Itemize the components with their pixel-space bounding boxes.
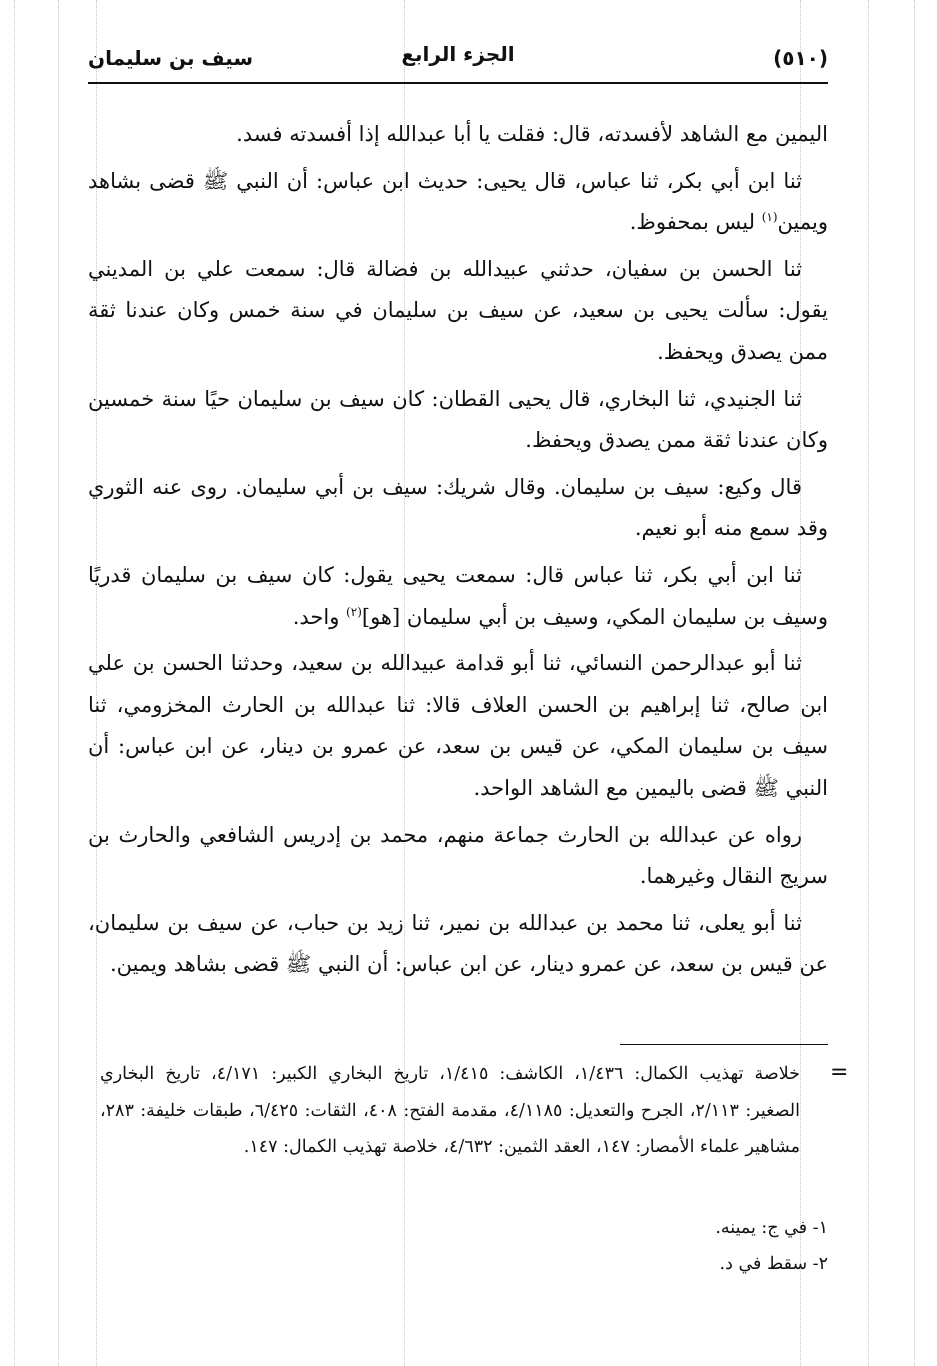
page-number: (٥١٠) bbox=[773, 46, 828, 70]
header-divider bbox=[88, 82, 828, 84]
scan-guide-line bbox=[14, 0, 15, 1366]
book-title: سيف بن سليمان bbox=[88, 46, 254, 70]
main-text bbox=[88, 114, 828, 991]
paragraph bbox=[88, 379, 828, 462]
scan-guide-line bbox=[914, 0, 915, 1366]
footnote-ref-1[interactable]: (١) bbox=[761, 210, 778, 225]
running-header bbox=[88, 38, 828, 80]
paragraph-text-tail: واحد. bbox=[292, 604, 347, 629]
paragraph-text: قال وكيع: سيف بن سليمان. وقال شريك: سيف بن أبي سليمان. روى عنه الثوري وقد سمع منه أبو نعيم. bbox=[88, 474, 828, 541]
continuation-mark: = bbox=[830, 1060, 849, 1085]
scan-guide-line bbox=[58, 0, 59, 1366]
paragraph bbox=[88, 555, 828, 638]
paragraph-text-tail: ليس بمحفوظ. bbox=[629, 210, 762, 235]
footnote-2: ٢- سقط في د. bbox=[719, 1254, 828, 1274]
paragraph bbox=[88, 467, 828, 550]
paragraph bbox=[88, 161, 828, 244]
paragraph-text: اليمين مع الشاهد لأفسدته، قال: فقلت يا أبا عبدالله إذا أفسدته فسد. bbox=[236, 122, 828, 146]
paragraph-text: ثنا الجنيدي، ثنا البخاري، قال يحيى القطان: كان سيف بن سليمان حيًا سنة خمسين وكان عندنا ثقة ممن يصدق ويحفظ. bbox=[88, 386, 828, 453]
paragraph-text: ثنا أبو يعلى، ثنا محمد بن عبدالله بن نمير، ثنا زيد بن حباب، عن سيف بن سليمان، عن قيس بن سعد، عن عمرو دينار، عن ابن عباس: أن النبي ﷺ قضى بشاهد ويمين. bbox=[88, 910, 828, 977]
paragraph-text: ثنا الحسن بن سفيان، حدثني عبيدالله بن فضالة قال: سمعت علي بن المديني يقول: سألت يحيى بن سعيد، عن سيف بن سليمان في سنة خمس وكان عندنا ثقة ممن يصدق ويحفظ. bbox=[88, 256, 828, 364]
paragraph-text: رواه عن عبدالله بن الحارث جماعة منهم، محمد بن إدريس الشافعي والحارث بن سريج النقال وغيرهما. bbox=[88, 822, 828, 889]
footnote-continuation: خلاصة تهذيب الكمال: ١/٤٣٦، الكاشف: ١/٤١٥، تاريخ البخاري الكبير: ٤/١٧١، تاريخ البخاري الصغير: ٢/١١٣، الجرح والتعديل: ٤/١١٨٥، مقدمة الفتح: ٤٠٨، الثقات: ٦/٤٢٥، طبقات خليفة: ٢٨٣، مشاهير علماء الأمصار: ١٤٧، العقد الثمين: ٤/٦٣٢، خلاصة تهذيب الكمال: ١٤٧. bbox=[100, 1064, 800, 1157]
paragraph bbox=[88, 249, 828, 374]
part-title: الجزء الرابع bbox=[401, 42, 515, 66]
footnote-divider bbox=[620, 1044, 828, 1045]
scan-guide-line bbox=[868, 0, 869, 1366]
paragraph bbox=[88, 643, 828, 809]
paragraph bbox=[88, 815, 828, 898]
footnote-ref-2[interactable]: (٢) bbox=[346, 604, 362, 619]
paragraph-text: ثنا أبو عبدالرحمن النسائي، ثنا أبو قدامة عبيدالله بن سعيد، وحدثنا الحسن بن علي ابن صالح، ثنا إبراهيم بن الحسن العلاف قالا: ثنا عبدالله بن الحارث المخزومي، ثنا سيف بن سليمان المكي، عن قيس بن سعد، عن عمرو بن دينار، عن ابن عباس: أن النبي ﷺ قضى باليمين مع الشاهد الواحد. bbox=[88, 651, 828, 800]
paragraph bbox=[88, 114, 828, 156]
paragraph-text: ثنا ابن أبي بكر، ثنا عباس، قال يحيى: حديث ابن عباس: أن النبي ﷺ قضى بشاهد ويمين bbox=[88, 168, 828, 235]
paragraph-text: ثنا ابن أبي بكر، ثنا عباس قال: سمعت يحيى يقول: كان سيف بن سليمان قدريًا وسيف بن سليمان المكي، وسيف بن أبي سليمان [هو] bbox=[88, 562, 828, 629]
footnote-1: ١- في ج: يمينه. bbox=[715, 1218, 828, 1238]
paragraph bbox=[88, 903, 828, 986]
footnotes bbox=[100, 1210, 828, 1282]
